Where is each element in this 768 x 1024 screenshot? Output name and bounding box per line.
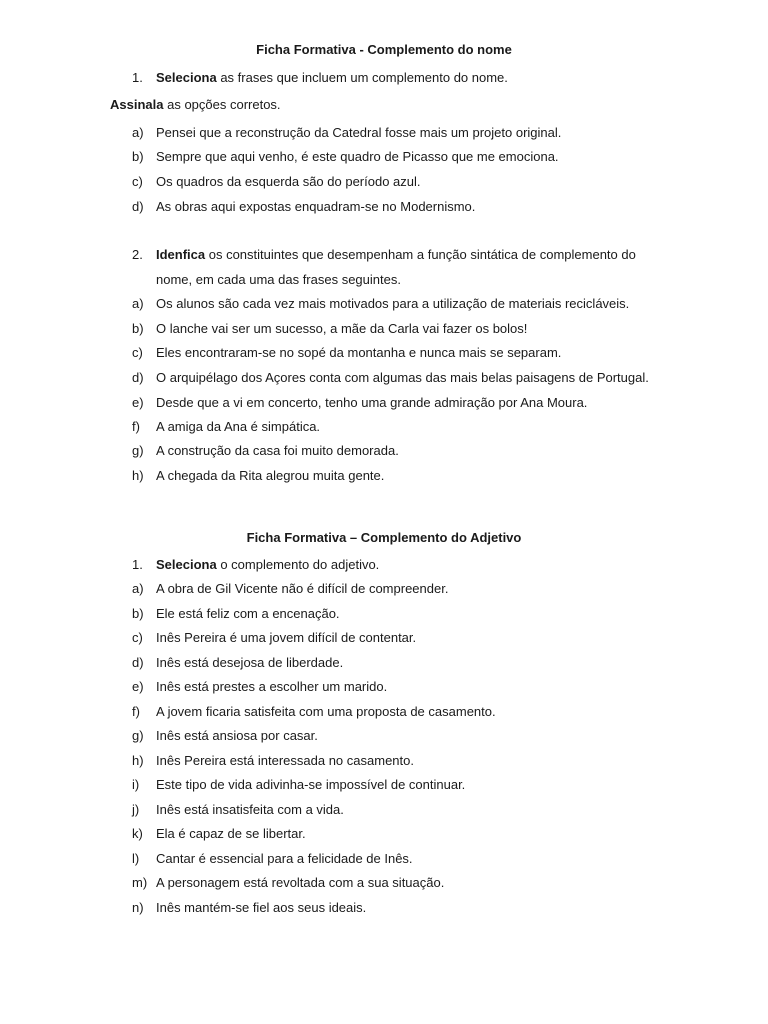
list-item-marker: f): [132, 704, 140, 719]
list-item-marker: a): [132, 296, 144, 311]
list-item: Inês está insatisfeita com a vida.: [156, 802, 344, 817]
list-item: Os alunos são cada vez mais motivados para a utilização de materiais recicláveis.: [156, 296, 630, 311]
question-rest: as frases que incluem um complemento do nome.: [216, 70, 508, 85]
question-number: 1.: [132, 70, 143, 85]
list-item: Eles encontraram-se no sopé da montanha e nunca mais se separam.: [156, 345, 562, 360]
list-item-marker: c): [132, 630, 143, 645]
question-text-continued: nome, em cada uma das frases seguintes.: [156, 272, 401, 287]
section2-title: Ficha Formativa – Complemento do Adjetivo: [246, 530, 522, 545]
list-item: Inês está ansiosa por casar.: [156, 728, 318, 743]
question-keyword: Seleciona: [156, 70, 217, 85]
instruction-keyword: Assinala: [110, 97, 164, 112]
option-text: As obras aqui expostas enquadram-se no Modernismo.: [156, 199, 476, 214]
list-item: O arquipélago dos Açores conta com algumas das mais belas paisagens de Portugal.: [156, 370, 649, 385]
question-text: [156, 557, 379, 572]
question-text: [156, 70, 508, 85]
question-rest: o complemento do adjetivo.: [216, 557, 380, 572]
list-item: A personagem está revoltada com a sua situação.: [156, 875, 445, 890]
list-item: Inês está prestes a escolher um marido.: [156, 679, 388, 694]
question-rest: os constituintes que desempenham a função sintática de complemento do: [205, 247, 636, 262]
list-item: Inês Pereira está interessada no casamento.: [156, 753, 414, 768]
option-marker: a): [132, 125, 144, 140]
option-text: Os quadros da esquerda são do período azul.: [156, 174, 421, 189]
instruction-text: [110, 97, 281, 112]
list-item-marker: b): [132, 606, 144, 621]
list-item: Ele está feliz com a encenação.: [156, 606, 340, 621]
list-item-marker: j): [132, 802, 140, 817]
question-keyword: Idenfica: [156, 247, 206, 262]
question-number: 1.: [132, 557, 143, 572]
list-item-marker: d): [132, 370, 144, 385]
list-item-marker: g): [132, 443, 144, 458]
list-item-marker: i): [132, 777, 140, 792]
instruction-rest: as opções corretos.: [163, 97, 281, 112]
list-item-marker: m): [132, 875, 148, 890]
list-item: A chegada da Rita alegrou muita gente.: [156, 468, 385, 483]
list-item: Este tipo de vida adivinha-se impossível de continuar.: [156, 777, 466, 792]
list-item-marker: a): [132, 581, 144, 596]
question-number: 2.: [132, 247, 143, 262]
list-item-marker: e): [132, 679, 144, 694]
list-item: A construção da casa foi muito demorada.: [156, 443, 399, 458]
option-marker: c): [132, 174, 143, 189]
list-item-marker: d): [132, 655, 144, 670]
list-item: Cantar é essencial para a felicidade de Inês.: [156, 851, 413, 866]
option-marker: b): [132, 149, 144, 164]
list-item-marker: g): [132, 728, 144, 743]
list-item-marker: l): [132, 851, 140, 866]
list-item-marker: f): [132, 419, 140, 434]
list-item-marker: e): [132, 395, 144, 410]
list-item: Ela é capaz de se libertar.: [156, 826, 306, 841]
list-item-marker: c): [132, 345, 143, 360]
list-item: Inês mantém-se fiel aos seus ideais.: [156, 900, 367, 915]
option-text: Sempre que aqui venho, é este quadro de Picasso que me emociona.: [156, 149, 559, 164]
question-text: [156, 247, 636, 262]
option-text: Pensei que a reconstrução da Catedral fosse mais um projeto original.: [156, 125, 562, 140]
list-item: A obra de Gil Vicente não é difícil de compreender.: [156, 581, 449, 596]
list-item: Desde que a vi em concerto, tenho uma grande admiração por Ana Moura.: [156, 395, 588, 410]
list-item-marker: k): [132, 826, 143, 841]
list-item-marker: h): [132, 753, 144, 768]
list-item: Inês está desejosa de liberdade.: [156, 655, 344, 670]
list-item: Inês Pereira é uma jovem difícil de contentar.: [156, 630, 417, 645]
list-item: O lanche vai ser um sucesso, a mãe da Carla vai fazer os bolos!: [156, 321, 528, 336]
list-item: A jovem ficaria satisfeita com uma proposta de casamento.: [156, 704, 496, 719]
option-marker: d): [132, 199, 144, 214]
list-item: A amiga da Ana é simpática.: [156, 419, 321, 434]
list-item-marker: b): [132, 321, 144, 336]
list-item-marker: h): [132, 468, 144, 483]
question-keyword: Seleciona: [156, 557, 217, 572]
section1-title: Ficha Formativa - Complemento do nome: [256, 42, 512, 57]
list-item-marker: n): [132, 900, 144, 915]
